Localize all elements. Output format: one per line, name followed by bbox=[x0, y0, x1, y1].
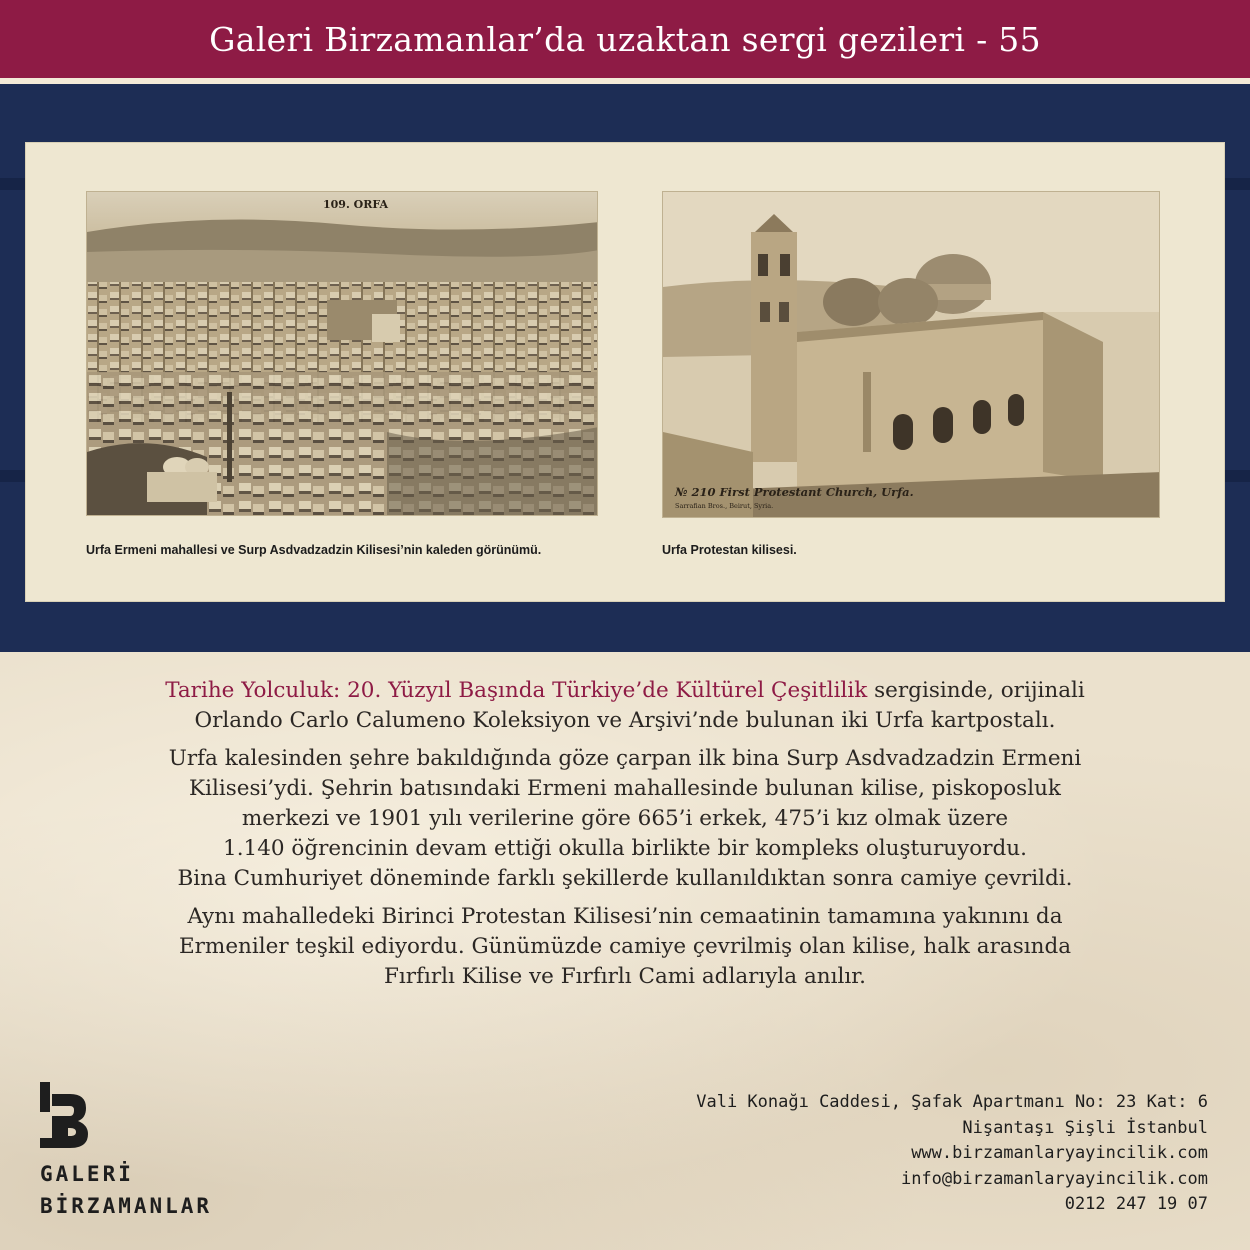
address-line-1: Vali Konağı Caddesi, Şafak Apartmanı No: 23 Kat: 6 bbox=[696, 1092, 1208, 1112]
postcard-caption-1: Urfa Ermeni mahallesi ve Surp Asdvadzadzin Kilisesi’nin kaleden görünümü. bbox=[86, 543, 542, 557]
intro-paragraph bbox=[30, 676, 1220, 736]
text-line: Urfa kalesinden şehre bakıldığında göze çarpan ilk bina Surp Asdvadzadzin Ermeni bbox=[168, 746, 1082, 771]
exhibition-title: Tarihe Yolculuk: 20. Yüzyıl Başında Türkiye’de Kültürel Çeşitlilik bbox=[165, 678, 868, 703]
postcard-publisher: Sarrafian Bros., Beirut, Syria. bbox=[675, 502, 774, 510]
website-link[interactable]: www.birzamanlaryayincilik.com bbox=[911, 1143, 1208, 1163]
text-line: Kilisesi’ydi. Şehrin batısındaki Ermeni mahallesinde bulunan kilise, piskoposluk bbox=[189, 776, 1061, 801]
description bbox=[30, 676, 1220, 1000]
postcard-protestant-church bbox=[662, 191, 1160, 518]
intro-text-line2: Orlando Carlo Calumeno Koleksiyon ve Arşivi’nde bulunan iki Urfa kartpostalı. bbox=[194, 708, 1056, 733]
postcard-mat bbox=[26, 143, 1224, 601]
email-link[interactable]: info@birzamanlaryayincilik.com bbox=[900, 1168, 1208, 1189]
postcard-inline-label: 109. ORFA bbox=[323, 198, 389, 211]
postcard-inline-label: № 210 First Protestant Church, Urfa. bbox=[675, 485, 914, 499]
contact-info bbox=[696, 1090, 1208, 1218]
header-banner bbox=[0, 0, 1250, 78]
text-line: 1.140 öğrencinin devam ettiği okulla birlikte bir kompleks oluşturuyordu. bbox=[223, 836, 1027, 861]
text-line: merkezi ve 1901 yılı verilerine göre 665’i erkek, 475’i kız olmak üzere bbox=[241, 806, 1009, 831]
paragraph-2 bbox=[30, 744, 1220, 894]
logo-text-birzamanlar: BİRZAMANLAR bbox=[40, 1194, 213, 1218]
intro-text: sergisinde, orijinali bbox=[867, 678, 1085, 703]
text-line: Ermeniler teşkil ediyordu. Günümüzde camiye çevrilmiş olan kilise, halk arasında bbox=[178, 934, 1072, 959]
text-line: Bina Cumhuriyet döneminde farklı şekillerde kullanıldıktan sonra camiye çevrildi. bbox=[177, 866, 1073, 891]
address-line-2: Nişantaşı Şişli İstanbul bbox=[962, 1117, 1208, 1138]
text-line: Fırfırlı Kilise ve Fırfırlı Cami adlarıyla anılır. bbox=[383, 964, 867, 989]
phone-number[interactable]: 0212 247 19 07 bbox=[1064, 1194, 1208, 1214]
postcard-orfa-panorama bbox=[86, 191, 598, 516]
galeri-birzamanlar-logo-icon bbox=[38, 1082, 98, 1148]
text-line: Aynı mahalledeki Birinci Protestan Kilisesi’nin cemaatinin tamamına yakınını da bbox=[187, 904, 1063, 929]
page-title: Galeri Birzamanlar’da uzaktan sergi gezileri - 55 bbox=[209, 19, 1041, 59]
logo-text-galeri: GALERİ bbox=[40, 1162, 134, 1186]
paragraph-3 bbox=[30, 902, 1220, 992]
postcard-caption-2: Urfa Protestan kilisesi. bbox=[662, 543, 797, 557]
